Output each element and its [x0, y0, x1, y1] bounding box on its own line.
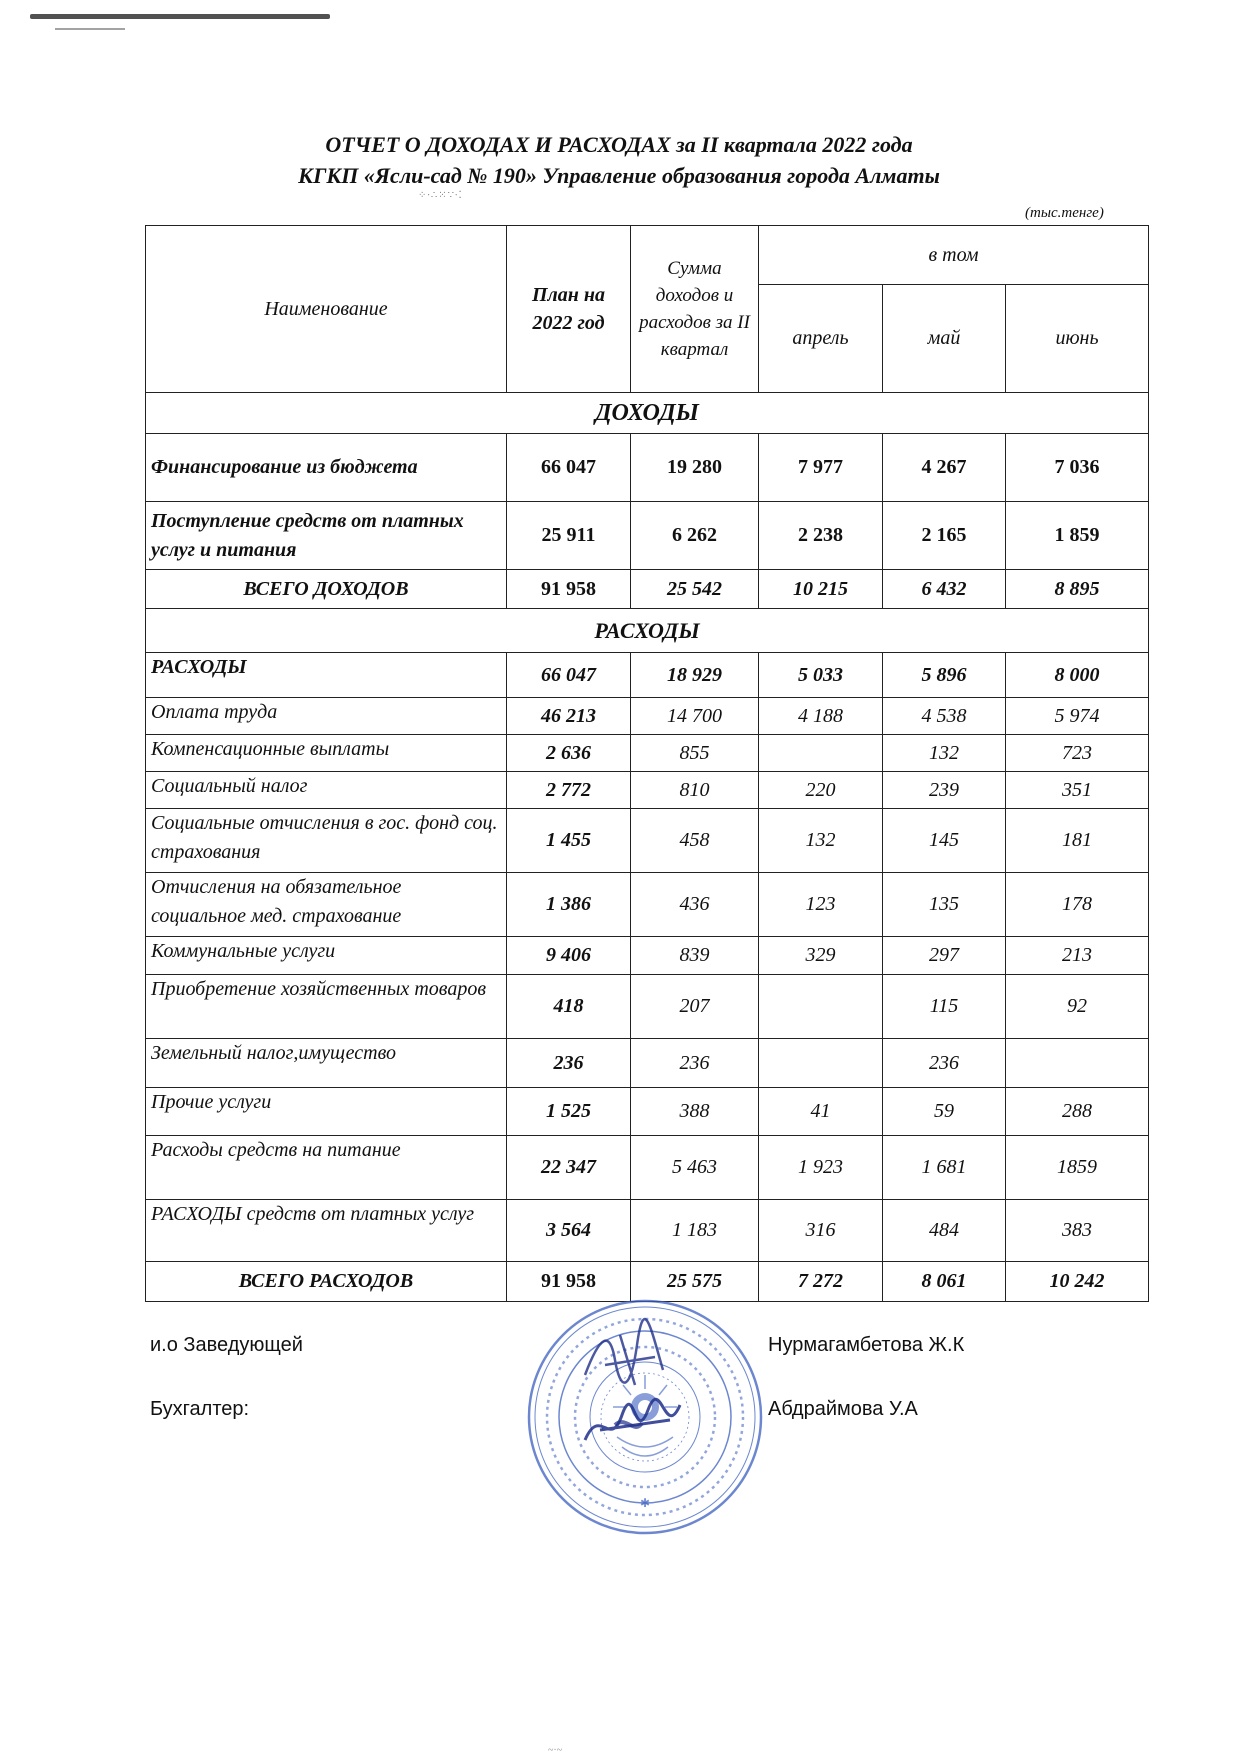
cell-may: 8 061: [883, 1262, 1006, 1302]
table-row: [146, 434, 1149, 502]
cell-plan: 1 525: [507, 1088, 631, 1136]
cell-may: 59: [883, 1088, 1006, 1136]
cell-june: 288: [1006, 1088, 1149, 1136]
cell-sum: 207: [631, 975, 759, 1039]
cell-april: 7 977: [759, 434, 883, 502]
cell-april: 7 272: [759, 1262, 883, 1302]
cell-may: 484: [883, 1200, 1006, 1262]
cell-april: [759, 735, 883, 772]
cell-plan: 66 047: [507, 434, 631, 502]
table-row: [146, 1039, 1149, 1088]
cell-june: 5 974: [1006, 698, 1149, 735]
row-name: РАСХОДЫ средств от платных услуг: [146, 1200, 507, 1262]
income-section-title: ДОХОДЫ: [146, 393, 1149, 434]
row-name: Компенсационные выплаты: [146, 735, 507, 772]
cell-may: 6 432: [883, 570, 1006, 609]
accountant-label: Бухгалтер:: [150, 1398, 250, 1420]
cell-may: 4 538: [883, 698, 1006, 735]
cell-may: 239: [883, 772, 1006, 809]
row-name: Социальный налог: [146, 772, 507, 809]
cell-june: 7 036: [1006, 434, 1149, 502]
cell-sum: 25 542: [631, 570, 759, 609]
income-total-row: [146, 570, 1149, 609]
scan-edge-mark-secondary: [55, 28, 125, 30]
table-row: [146, 502, 1149, 570]
row-name: Отчисления на обязательное социальное мед. страхование: [146, 873, 507, 937]
cell-june: 723: [1006, 735, 1149, 772]
row-name: Социальные отчисления в гос. фонд соц. страхования: [146, 809, 507, 873]
cell-sum: 236: [631, 1039, 759, 1088]
scan-edge-mark: [30, 14, 330, 19]
row-name: РАСХОДЫ: [146, 653, 507, 698]
cell-april: 123: [759, 873, 883, 937]
col-header-may: май: [883, 285, 1006, 393]
cell-sum: 19 280: [631, 434, 759, 502]
expense-total-row: [146, 1262, 1149, 1302]
cell-june: 351: [1006, 772, 1149, 809]
cell-may: 115: [883, 975, 1006, 1039]
cell-plan: 22 347: [507, 1136, 631, 1200]
cell-may: 5 896: [883, 653, 1006, 698]
cell-may: 4 267: [883, 434, 1006, 502]
table-row: [146, 1088, 1149, 1136]
cell-sum: 388: [631, 1088, 759, 1136]
cell-plan: 418: [507, 975, 631, 1039]
cell-april: 220: [759, 772, 883, 809]
cell-april: 2 238: [759, 502, 883, 570]
cell-sum: 436: [631, 873, 759, 937]
col-header-april: апрель: [759, 285, 883, 393]
cell-april: 329: [759, 937, 883, 975]
cell-plan: 25 911: [507, 502, 631, 570]
table-row: [146, 1200, 1149, 1262]
cell-june: [1006, 1039, 1149, 1088]
table-row: [146, 772, 1149, 809]
scan-footer-mark: ~·~: [548, 1745, 563, 1756]
cell-plan: 1 386: [507, 873, 631, 937]
cell-may: 2 165: [883, 502, 1006, 570]
accountant-signature: [580, 1385, 700, 1465]
cell-june: 8 895: [1006, 570, 1149, 609]
col-header-sum: Сумма доходов и расходов за II квартал: [631, 226, 759, 393]
head-label: и.о Заведующей: [150, 1334, 303, 1356]
row-name: Приобретение хозяйственных товаров: [146, 975, 507, 1039]
cell-june: 92: [1006, 975, 1149, 1039]
row-name: ВСЕГО ДОХОДОВ: [146, 570, 507, 609]
row-name: Расходы средств на питание: [146, 1136, 507, 1200]
cell-plan: 2 772: [507, 772, 631, 809]
table-row: [146, 735, 1149, 772]
cell-sum: 458: [631, 809, 759, 873]
cell-may: 297: [883, 937, 1006, 975]
row-name: Поступление средств от платных услуг и питания: [146, 502, 507, 570]
cell-april: 5 033: [759, 653, 883, 698]
table-row: [146, 809, 1149, 873]
cell-june: 383: [1006, 1200, 1149, 1262]
expense-main-row: [146, 653, 1149, 698]
cell-plan: 236: [507, 1039, 631, 1088]
cell-plan: 9 406: [507, 937, 631, 975]
cell-june: 181: [1006, 809, 1149, 873]
cell-plan: 66 047: [507, 653, 631, 698]
cell-june: 178: [1006, 873, 1149, 937]
col-header-name: Наименование: [146, 226, 507, 393]
cell-sum: 839: [631, 937, 759, 975]
unit-label: (тыс.тенге): [1025, 205, 1104, 221]
report-table: [145, 225, 1149, 1302]
col-header-including: в том: [759, 226, 1149, 285]
cell-april: 1 923: [759, 1136, 883, 1200]
svg-text:✱: ✱: [639, 1496, 651, 1510]
cell-april: 4 188: [759, 698, 883, 735]
table-row: [146, 937, 1149, 975]
cell-plan: 91 958: [507, 570, 631, 609]
cell-may: 132: [883, 735, 1006, 772]
row-name: Оплата труда: [146, 698, 507, 735]
row-name: Финансирование из бюджета: [146, 434, 507, 502]
cell-may: 236: [883, 1039, 1006, 1088]
cell-sum: 855: [631, 735, 759, 772]
cell-sum: 5 463: [631, 1136, 759, 1200]
cell-plan: 1 455: [507, 809, 631, 873]
cell-june: 213: [1006, 937, 1149, 975]
cell-april: 41: [759, 1088, 883, 1136]
row-name: Прочие услуги: [146, 1088, 507, 1136]
cell-sum: 25 575: [631, 1262, 759, 1302]
table-row: [146, 1136, 1149, 1200]
cell-june: 1859: [1006, 1136, 1149, 1200]
cell-plan: 91 958: [507, 1262, 631, 1302]
col-header-plan: План на 2022 год: [507, 226, 631, 393]
scan-noise: ⁘∙∴⁙∵∙⁚: [418, 190, 463, 201]
table-row: [146, 975, 1149, 1039]
cell-april: 132: [759, 809, 883, 873]
col-header-june: июнь: [1006, 285, 1149, 393]
row-name: ВСЕГО РАСХОДОВ: [146, 1262, 507, 1302]
table-row: [146, 698, 1149, 735]
cell-sum: 810: [631, 772, 759, 809]
cell-april: [759, 975, 883, 1039]
cell-june: 8 000: [1006, 653, 1149, 698]
cell-plan: 3 564: [507, 1200, 631, 1262]
head-name: Нурмагамбетова Ж.К: [768, 1334, 965, 1356]
expense-section-title: РАСХОДЫ: [146, 609, 1149, 653]
cell-april: 316: [759, 1200, 883, 1262]
report-subtitle: КГКП «Ясли-сад № 190» Управление образования города Алматы: [298, 163, 940, 188]
cell-april: [759, 1039, 883, 1088]
cell-may: 145: [883, 809, 1006, 873]
cell-may: 1 681: [883, 1136, 1006, 1200]
accountant-name: Абдраймова У.А: [768, 1398, 918, 1420]
cell-plan: 46 213: [507, 698, 631, 735]
row-name: Земельный налог,имущество: [146, 1039, 507, 1088]
cell-plan: 2 636: [507, 735, 631, 772]
table-row: [146, 873, 1149, 937]
cell-sum: 18 929: [631, 653, 759, 698]
row-name: Коммунальные услуги: [146, 937, 507, 975]
cell-june: 10 242: [1006, 1262, 1149, 1302]
report-title: ОТЧЕТ О ДОХОДАХ И РАСХОДАХ за II квартала 2022 года: [325, 132, 913, 157]
cell-april: 10 215: [759, 570, 883, 609]
cell-sum: 14 700: [631, 698, 759, 735]
cell-june: 1 859: [1006, 502, 1149, 570]
cell-sum: 6 262: [631, 502, 759, 570]
cell-may: 135: [883, 873, 1006, 937]
cell-sum: 1 183: [631, 1200, 759, 1262]
